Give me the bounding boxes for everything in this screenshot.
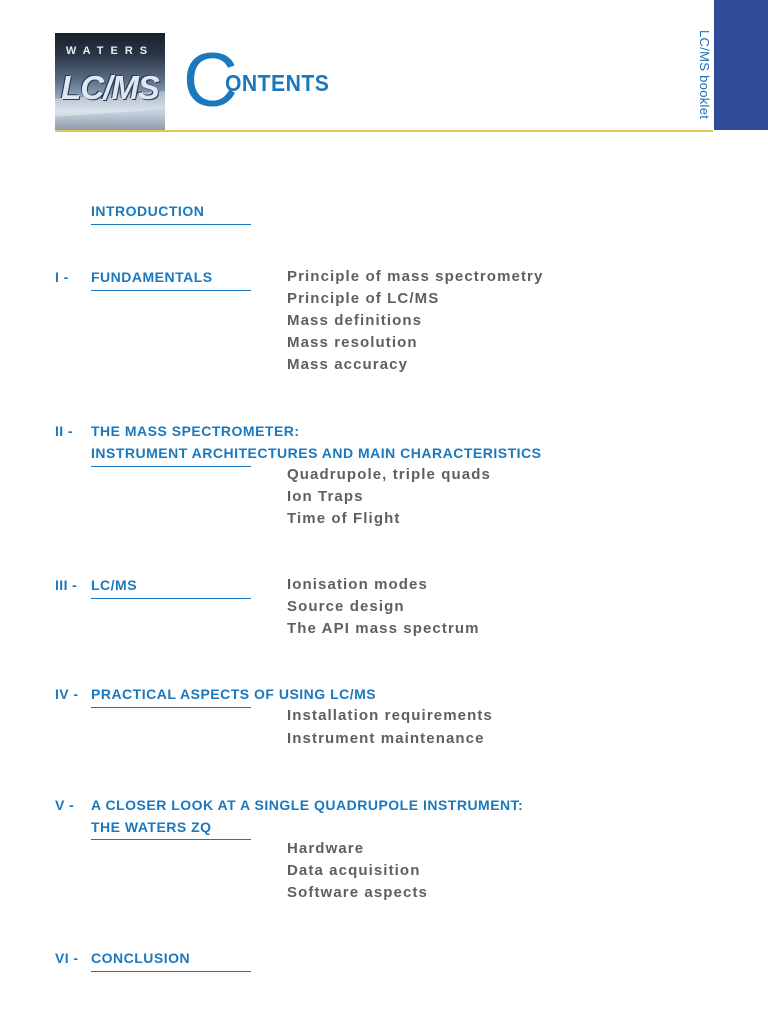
toc-item[interactable]: Data acquisition (287, 862, 421, 879)
section-underline (91, 971, 251, 972)
toc-item[interactable]: The API mass spectrum (287, 620, 480, 637)
section-number: I - (55, 269, 69, 285)
section-underline (91, 466, 251, 467)
title-initial: C (183, 38, 238, 123)
toc-item[interactable]: Ionisation modes (287, 576, 428, 593)
section-heading[interactable]: INTRODUCTION (91, 203, 205, 219)
header-divider (55, 130, 713, 132)
toc-item[interactable]: Software aspects (287, 884, 428, 901)
toc-item[interactable]: Principle of mass spectrometry (287, 268, 544, 285)
toc-item[interactable]: Quadrupole, triple quads (287, 466, 491, 483)
section-underline (91, 598, 251, 599)
corner-accent-block (714, 0, 768, 130)
section-underline (91, 290, 251, 291)
section-underline (91, 839, 251, 840)
toc-item[interactable]: Mass accuracy (287, 356, 409, 373)
section-number: VI - (55, 950, 79, 966)
section-heading[interactable]: FUNDAMENTALS (91, 269, 213, 285)
toc-item[interactable]: Hardware (287, 840, 365, 857)
section-number: II - (55, 423, 73, 439)
section-number: III - (55, 577, 78, 593)
waters-lcms-logo (55, 33, 165, 131)
section-number: V - (55, 797, 75, 813)
section-underline (91, 224, 251, 225)
page-title: ONTENTS (225, 70, 330, 96)
logo-product: LC/MS (61, 69, 159, 106)
toc-item[interactable]: Mass resolution (287, 334, 418, 351)
section-number: IV - (55, 686, 79, 702)
side-label: LC/MS booklet (697, 30, 712, 120)
toc-item[interactable]: Source design (287, 598, 405, 615)
toc-item[interactable]: Mass definitions (287, 312, 423, 329)
section-heading[interactable]: PRACTICAL ASPECTS OF USING LC/MS (91, 686, 377, 702)
toc-item[interactable]: Time of Flight (287, 510, 401, 527)
section-heading[interactable]: LC/MS (91, 577, 138, 593)
logo-brand: WATERS (65, 45, 155, 57)
section-underline (91, 707, 251, 708)
toc-item[interactable]: Ion Traps (287, 488, 364, 505)
toc-item[interactable]: Instrument maintenance (287, 730, 485, 747)
section-heading-continued[interactable]: THE WATERS ZQ (91, 819, 212, 835)
toc-item[interactable]: Principle of LC/MS (287, 290, 440, 307)
toc-item[interactable]: Installation requirements (287, 707, 493, 724)
section-heading[interactable]: A CLOSER LOOK AT A SINGLE QUADRUPOLE INSTRUMENT: (91, 797, 524, 813)
section-heading-continued[interactable]: INSTRUMENT ARCHITECTURES AND MAIN CHARACTERISTICS (91, 445, 542, 461)
section-heading[interactable]: CONCLUSION (91, 950, 191, 966)
section-heading[interactable]: THE MASS SPECTROMETER: (91, 423, 300, 439)
